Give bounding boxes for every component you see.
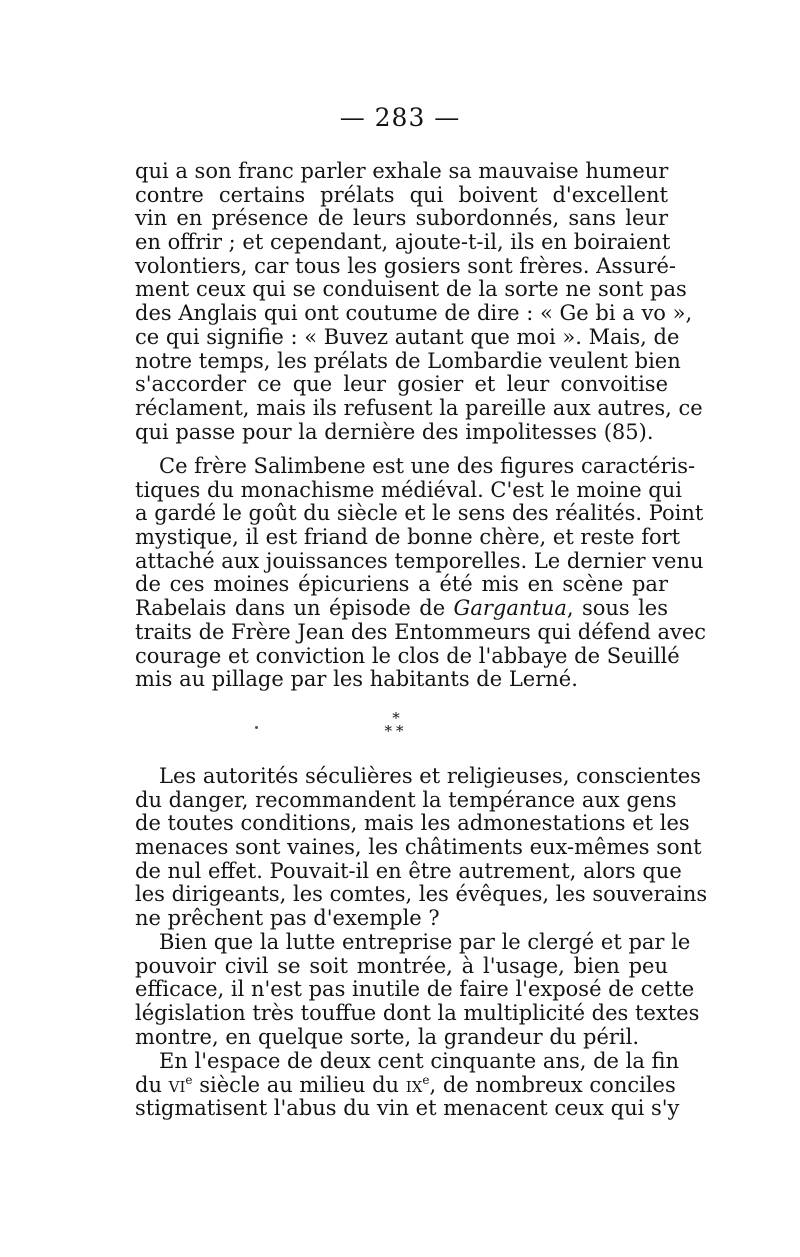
text-line: mystique, il est friand de bonne chère, et reste fort	[135, 525, 681, 550]
text-line: En l'espace de deux cent cinquante ans, de la fin	[159, 1049, 680, 1073]
text-line: en offrir ; et cependant, ajoute-t-il, ils en boiraient	[135, 230, 671, 255]
text-line: pouvoir civil se soit montrée, à l'usage, bien peu	[135, 953, 668, 978]
text-line: qui passe pour la dernière des impolitesses (85).	[135, 419, 654, 444]
text-line: législation très touffue dont la multiplicité des textes	[135, 1001, 700, 1026]
text-segment: , sous les	[566, 596, 669, 621]
paragraph-continuation	[135, 159, 703, 444]
text-line: attaché aux jouissances temporelles. Le dernier venu	[135, 548, 704, 573]
text-line: tiques du monachisme médiéval. C'est le moine qui	[135, 477, 682, 502]
asterism-separator	[381, 709, 411, 742]
text-line: réclament, mais ils refusent la pareille aux autres, ce	[135, 395, 703, 420]
text-line: contre certains prélats qui boivent d'excellent	[135, 182, 668, 207]
text-line: stigmatisent l'abus du vin et menacent ceux qui s'y	[135, 1096, 680, 1121]
text-line: mis au pillage par les habitants de Lerné.	[135, 667, 578, 692]
text-line: ce qui signifie : « Buvez autant que moi ». Mais, de	[135, 324, 680, 349]
text-line	[135, 597, 668, 621]
text-line: des Anglais qui ont coutume de dire : « Ge bi a vo »,	[135, 301, 693, 326]
text-line: montre, en quelque sorte, la grandeur du péril.	[135, 1024, 640, 1049]
text-line: volontiers, car tous les gosiers sont frères. Assuré-	[135, 253, 676, 278]
asterism-bottom: **	[384, 722, 408, 740]
text-line: qui a son franc parler exhale sa mauvaise humeur	[135, 159, 669, 183]
text-line: ment ceux qui se conduisent de la sorte ne sont pas	[135, 277, 687, 302]
text-segment: siècle au milieu du	[192, 1072, 406, 1097]
text-segment: du	[135, 1072, 169, 1097]
text-line: traits de Frère Jean des Entommeurs qui défend avec	[135, 619, 707, 644]
ink-speck	[255, 726, 258, 729]
text-line: menaces sont vaines, les châtiments eux-mêmes sont	[135, 835, 702, 860]
text-line	[135, 1072, 676, 1098]
text-segment: , de nombreux conciles	[429, 1072, 676, 1097]
text-line: notre temps, les prélats de Lombardie veulent bien	[135, 348, 681, 373]
paragraph-lutte	[135, 930, 700, 1049]
page-number: — 283 —	[339, 103, 461, 132]
text-line: a gardé le goût du siècle et le sens des réalités. Point	[135, 501, 704, 526]
asterism-top: *	[392, 709, 400, 727]
superscript: e	[422, 1072, 430, 1087]
text-line: Bien que la lutte entreprise par le clergé et par le	[159, 930, 691, 954]
text-line: du danger, recommandent la tempérance aux gens	[135, 787, 677, 812]
text-line: de nul effet. Pouvait-il en être autrement, alors que	[135, 858, 682, 883]
text-line: efficace, il n'est pas inutile de faire l'exposé de cette	[135, 977, 695, 1002]
text-line: ne prêchent pas d'exemple ?	[135, 906, 440, 931]
text-line: courage et conviction le clos de l'abbaye de Seuillé	[135, 643, 680, 668]
roman-numeral: ix	[405, 1072, 423, 1097]
text-line: les dirigeants, les comtes, les évêques, les souverains	[135, 882, 708, 907]
book-title-italic: Gargantua	[453, 596, 567, 621]
superscript: e	[185, 1072, 193, 1087]
text-line: Les autorités séculières et religieuses, conscientes	[159, 764, 701, 788]
roman-numeral: vi	[168, 1072, 186, 1097]
text-line: s'accorder ce que leur gosier et leur convoitise	[135, 372, 668, 397]
text-line: Ce frère Salimbene est une des figures caractéris-	[159, 454, 696, 478]
paragraph-salimbene	[135, 454, 707, 692]
text-line: de toutes conditions, mais les admonestations et les	[135, 811, 690, 836]
paragraph-espace	[135, 1049, 680, 1121]
text-line: vin en présence de leurs subordonnés, sans leur	[135, 206, 668, 231]
text-segment: Rabelais dans un épisode de	[135, 596, 454, 621]
paragraph-autorites	[135, 764, 708, 931]
text-line: de ces moines épicuriens a été mis en scène par	[135, 572, 668, 597]
